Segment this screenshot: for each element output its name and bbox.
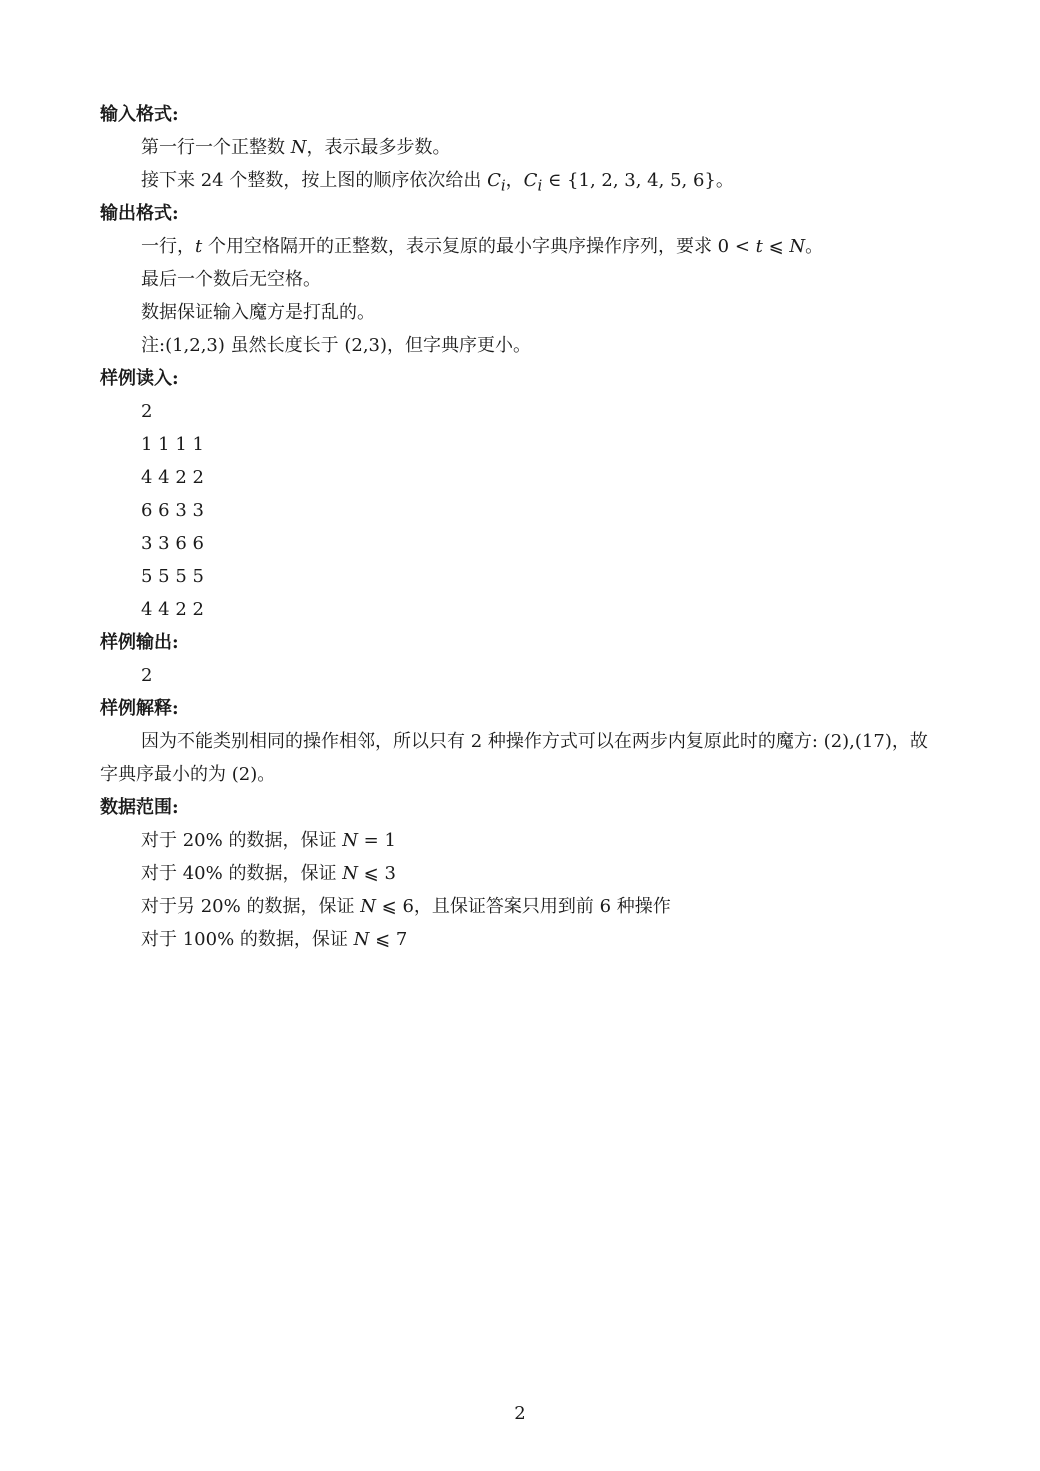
page-number: 2	[514, 1403, 526, 1424]
data-range-heading: 数据范围:	[100, 797, 179, 818]
output-format-line-1: 一行，t 个用空格隔开的正整数，表示复原的最小字典序操作序列，要求 0 < t ⩽ N。	[141, 236, 824, 257]
output-format-heading: 输出格式:	[100, 203, 179, 224]
sample-input-line: 5 5 5 5	[141, 566, 204, 587]
sample-input-line: 3 3 6 6	[141, 533, 204, 554]
input-format-line-1: 第一行一个正整数 N，表示最多步数。	[141, 137, 451, 158]
input-format-line-2: 接下来 24 个整数，按上图的顺序依次给出 $C_i$，$C_i$ ∈ {1, 2, 3, 4, 5, 6}。	[141, 170, 734, 195]
sample-explanation-heading: 样例解释:	[100, 698, 179, 719]
data-range-line-4: 对于 100% 的数据，保证 N ⩽ 7	[141, 929, 408, 950]
data-range-line-1: 对于 20% 的数据，保证 N = 1	[141, 830, 396, 851]
document-content	[100, 98, 960, 956]
sample-input-line: 2	[141, 401, 153, 422]
output-format-line-3: 数据保证输入魔方是打乱的。	[141, 302, 375, 323]
output-format-line-2: 最后一个数后无空格。	[141, 269, 321, 290]
output-format-line-4: 注:(1,2,3) 虽然长度长于 (2,3)，但字典序更小。	[141, 335, 532, 356]
sample-input-line: 4 4 2 2	[141, 599, 204, 620]
sample-input-line: 6 6 3 3	[141, 500, 204, 521]
sample-explanation-text: 因为不能类别相同的操作相邻，所以只有 2 种操作方式可以在两步内复原此时的魔方: (2),(17)，故字典序最小的为 (2)。	[100, 731, 928, 785]
sample-input-line: 1 1 1 1	[141, 434, 204, 455]
sample-input-line: 4 4 2 2	[141, 467, 204, 488]
sample-output-line: 2	[141, 665, 153, 686]
sample-input-heading: 样例读入:	[100, 368, 179, 389]
data-range-line-2: 对于 40% 的数据，保证 N ⩽ 3	[141, 863, 396, 884]
input-format-heading: 输入格式:	[100, 104, 179, 125]
sample-output-heading: 样例输出:	[100, 632, 179, 653]
data-range-line-3: 对于另 20% 的数据，保证 N ⩽ 6，且保证答案只用到前 6 种操作	[141, 896, 671, 917]
